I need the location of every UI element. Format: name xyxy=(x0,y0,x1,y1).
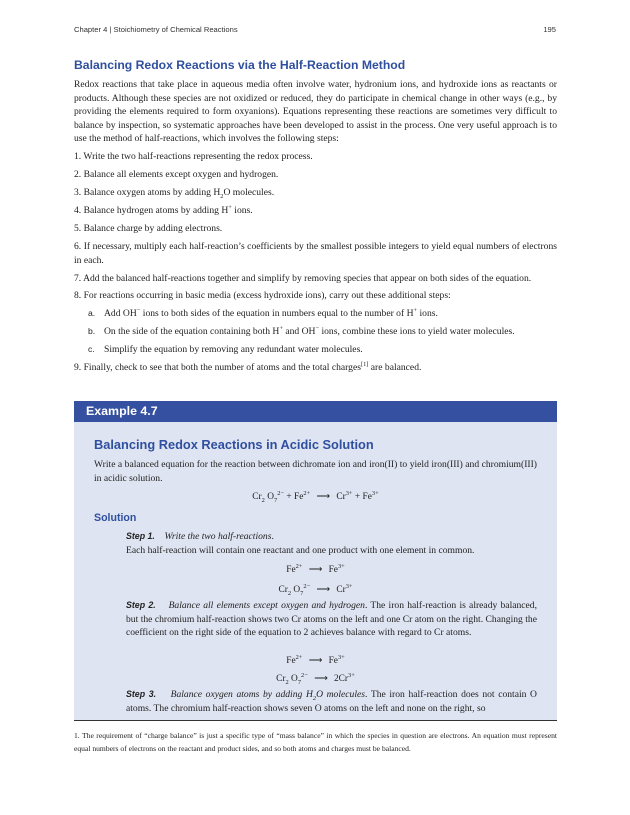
substep-item: a. Add OH− ions to both sides of the equation in numbers equal to the number of H+ ions. xyxy=(88,307,438,320)
running-header xyxy=(74,25,556,34)
example-title: Balancing Redox Reactions in Acidic Solution xyxy=(94,437,374,452)
chapter-title: Chapter 4 | Stoichiometry of Chemical Reactions xyxy=(74,25,238,34)
solution-step-1: Step 1. Write the two half-reactions. Each half-reaction will contain one reactant and one product with one element in common. xyxy=(126,531,475,556)
half-reaction-iron-balanced: $Fe^{2+}$ ⟶ $Fe^{3+}$ xyxy=(286,653,345,666)
half-reaction-iron: $Fe^{2+}$ ⟶ $Fe^{3+}$ xyxy=(286,562,345,575)
step-item: 8. For reactions occurring in basic media (excess hydroxide ions), carry out these additional steps: xyxy=(74,290,451,302)
step-item: 5. Balance charge by adding electrons. xyxy=(74,222,223,234)
basic-media-substeps xyxy=(74,307,557,357)
reaction-arrow-icon: ⟶ xyxy=(314,674,328,684)
step-item: 2. Balance all elements except oxygen and hydrogen. xyxy=(74,168,279,180)
example-label: Example 4.7 xyxy=(74,401,557,422)
reaction-arrow-icon: ⟶ xyxy=(308,565,323,575)
step-item: 6. If necessary, multiply each half-reaction’s coefficients by the smallest possible integers to yield equal numbers of electrons in each. xyxy=(74,240,557,266)
solution-heading: Solution xyxy=(94,512,137,524)
step-item: 3. Balance oxygen atoms by adding $H_2O$ molecules. xyxy=(74,186,275,200)
step-item: 7. Add the balanced half-reactions together and simplify by removing species that appear on both sides of the equation. xyxy=(74,272,532,284)
step-item: 4. Balance hydrogen atoms by adding H+ ions. xyxy=(74,203,253,216)
footnote-ref-link[interactable]: [1] xyxy=(360,361,369,369)
footnote-divider xyxy=(74,720,557,721)
step-item: 1. Write the two half-reactions representing the redox process. xyxy=(74,151,313,162)
half-reaction-chromium-balanced: $Cr_2$ $O_7^{2-}$ ⟶ $2Cr^{3+}$ xyxy=(276,671,355,686)
substep-item: c. Simplify the equation by removing any redundant water molecules. xyxy=(88,344,363,356)
step-item: 9. Finally, check to see that both the number of atoms and the total charges[1] are balanced. xyxy=(74,361,422,374)
reaction-arrow-icon: ⟶ xyxy=(308,656,323,666)
substep-item: b. On the side of the equation containing both H+ and OH− ions, combine these ions to yield water molecules. xyxy=(88,325,515,338)
section-title: Balancing Redox Reactions via the Half-Reaction Method xyxy=(74,58,406,72)
page-number: 195 xyxy=(543,25,556,34)
solution-step-2: Step 2. Balance all elements except oxygen and hydrogen. The iron half-reaction is already balanced, but the chromium half-reaction shows two Cr atoms on the left and one Cr atom on the right. Changing the coefficient on the right side of the equation to 2 achieves balance with regard to Cr atoms. xyxy=(126,600,537,639)
example-box xyxy=(74,401,557,720)
half-reaction-steps xyxy=(74,150,557,379)
half-reaction-chromium: $Cr_2$ $O_7^{2-}$ ⟶ $Cr^{3+}$ xyxy=(278,582,353,597)
footnote: 1. The requirement of “charge balance” is just a specific type of “mass balance” in which the species in question are electrons. An equation must represent equal numbers of electrons on the reactant and product sides, and so both atoms and charges must be balanced. xyxy=(74,731,557,753)
overall-equation: $Cr_2$ $O_7^{2-} + Fe^{2+}$ ⟶ $Cr^{3+} + Fe^{3+}$ xyxy=(252,489,379,504)
example-prompt: Write a balanced equation for the reaction between dichromate ion and iron(II) to yield iron(III) and chromium(III) in acidic solution. xyxy=(94,459,537,484)
intro-paragraph: Redox reactions that take place in aqueous media often involve water, hydronium ions, and hydroxide ions as reactants or products. Although these species are not oxidized or reduced, they do participate in chemical change in other ways (e.g., by providing the elements required to form oxyanions). Equations representing these reactions are sometimes very difficult to balance by inspection, so systematic approaches have been developed to assist in the process. One very useful approach is to use the method of half-reactions, which involves the following steps: xyxy=(74,79,557,145)
reaction-arrow-icon: ⟶ xyxy=(316,492,330,502)
reaction-arrow-icon: ⟶ xyxy=(316,585,330,595)
solution-step-3: Step 3. Balance oxygen atoms by adding $H_2O$ molecules. The iron half-reaction does not contain O atoms. The chromium half-reaction shows seven O atoms on the left and none on the right, so xyxy=(126,689,537,714)
